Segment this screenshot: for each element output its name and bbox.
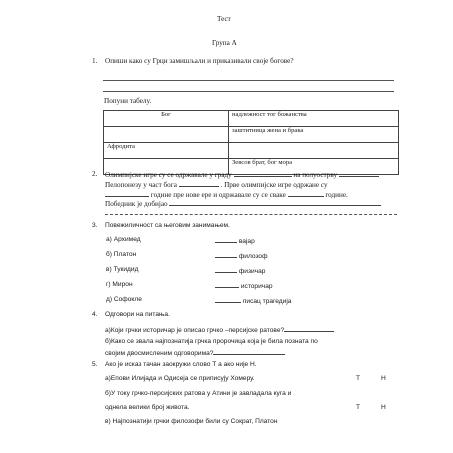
q3-name: в) Тукидид <box>106 266 139 273</box>
q2-line-3-end: године. <box>325 191 348 199</box>
q4-text: Одговори на питања. <box>105 311 170 318</box>
q2-blank-prize[interactable] <box>169 199 381 206</box>
q5-false-option[interactable]: Н <box>381 404 386 411</box>
q3-role: историчар <box>240 283 273 290</box>
q2-line-4-start: Победник је добијао <box>105 200 168 208</box>
q5-true-option[interactable]: Т <box>356 375 361 382</box>
q3-name: а) Архимед <box>106 236 141 243</box>
q5-number: 5. <box>92 361 98 368</box>
q2-line-3-start: године пре нове ере и одржавале су се сваке <box>150 191 286 199</box>
q4-answer-b[interactable] <box>213 348 285 355</box>
gods-table <box>103 110 399 175</box>
q4-number: 4. <box>92 311 98 318</box>
q5-statement-b-line-1: б)У току грчко-персијских ратова у Атини је завладала куга и <box>105 390 292 397</box>
q2-blank-peninsula[interactable] <box>339 170 379 177</box>
q2-line-2-start: Пелопонезу у част бога <box>105 181 177 189</box>
q3-role-item <box>215 281 273 291</box>
q1-answer-line-2 <box>103 91 394 92</box>
table-header-god: Бог <box>104 111 229 127</box>
q5-statement-b-line-2: однела велики број живота. <box>105 404 190 411</box>
q2-number: 2. <box>92 170 98 178</box>
q3-name: д) Софокле <box>106 296 142 303</box>
q1-text: Опиши како су Грци замишљали и приказивали своје богове? <box>105 57 294 65</box>
q4-question-a-text: а)Који грчки историчар је описао грчко –персијске ратове? <box>105 327 285 334</box>
q3-role: филозоф <box>238 253 268 260</box>
q4-question-b-line-1: б)Како се звала најпознатија грчка пророчица која је била позната по <box>105 338 318 345</box>
q2-line-1 <box>105 170 379 180</box>
q3-number: 3. <box>92 222 98 229</box>
q5-statement-c: в) Најпознатији грчки филозофи били су Сократ, Платон <box>105 418 278 425</box>
q2-line-1-end: на полуострву <box>293 171 338 179</box>
q4-answer-a[interactable] <box>284 325 334 332</box>
q3-text: Повежиличност са његовим занимањем. <box>105 222 230 229</box>
q2-blank-year[interactable] <box>105 190 149 197</box>
q3-role: вајар <box>238 238 255 245</box>
q3-role-item <box>215 296 291 306</box>
q3-name: б) Платон <box>106 251 137 258</box>
q3-match-blank[interactable] <box>215 236 237 243</box>
q5-statement-a: а)Епови Илијада и Одисеја се приписују Хомеру. <box>105 375 255 382</box>
q1-number: 1. <box>92 57 98 65</box>
table-header-domain: надлежност тог божанства <box>229 111 399 127</box>
q3-match-blank[interactable] <box>215 281 239 288</box>
q3-role: писац трагедија <box>242 298 292 305</box>
q3-match-blank[interactable] <box>215 251 237 258</box>
q3-role-item <box>215 236 255 246</box>
q2-line-4 <box>105 199 381 209</box>
group-label: Група А <box>212 39 237 47</box>
q2-blank-interval[interactable] <box>288 190 324 197</box>
q3-role-item <box>215 266 265 276</box>
q2-line-1-start: Олимпијске игре су се одржавале у граду <box>105 171 232 179</box>
table-row <box>104 127 399 143</box>
q3-match-blank[interactable] <box>215 296 241 303</box>
q2-line-2 <box>105 180 328 190</box>
table-header-row <box>104 111 399 127</box>
q5-true-option[interactable]: Т <box>356 404 361 411</box>
q3-name: г) Мирон <box>106 281 133 288</box>
table-cell: Афродита <box>104 143 229 159</box>
q3-role: физичар <box>238 268 266 275</box>
q3-role-item <box>215 251 268 261</box>
q2-answer-line <box>105 214 397 215</box>
table-row <box>104 143 399 159</box>
q1-answer-line-1 <box>103 80 394 81</box>
q4-question-b-text: својим двосмисленим одговорима? <box>105 350 214 357</box>
q5-text: Ако је исказ тачан заокружи слово Т а ако није Н. <box>105 361 257 368</box>
table-cell: Зевсов брат, бог мора <box>229 159 399 175</box>
q1-table-instruction: Попуни табелу. <box>104 97 152 105</box>
table-cell: заштитница жена и брака <box>229 127 399 143</box>
q5-false-option[interactable]: Н <box>381 375 386 382</box>
q4-question-b-line-2 <box>105 348 285 358</box>
q4-question-a <box>105 325 334 335</box>
q2-line-2-end: . Прве олимпијске игре одржане су <box>220 181 328 189</box>
table-cell[interactable] <box>229 143 399 159</box>
table-cell[interactable] <box>104 127 229 143</box>
q3-match-blank[interactable] <box>215 266 237 273</box>
test-title: Тест <box>217 15 231 23</box>
q2-blank-city[interactable] <box>234 170 292 177</box>
q2-blank-god[interactable] <box>179 180 219 187</box>
